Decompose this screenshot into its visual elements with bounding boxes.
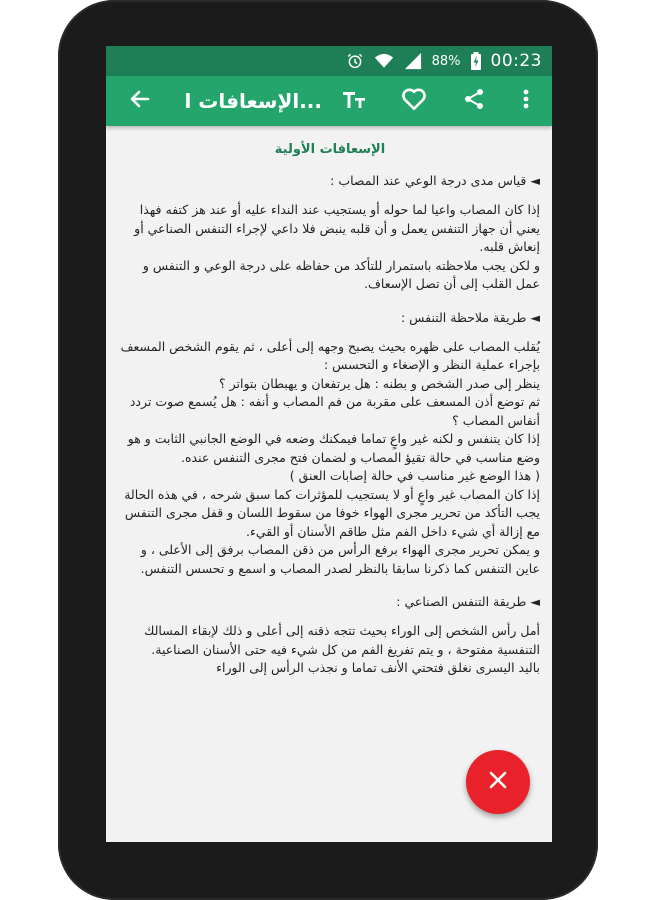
paragraph-line: يُقلب المصاب على ظهره بحيث يصبح وجهه إلى أعلى ، ثم يقوم الشخص المسعف بإجراء عملية النظر و الإصغاء و التحسس : bbox=[120, 338, 540, 372]
arrow-back-icon bbox=[128, 87, 152, 115]
wifi-icon bbox=[374, 52, 394, 70]
paragraph-line: باليد اليسرى نغلق فتحتي الأنف تماما و نجذب الرأس إلى الوراء bbox=[216, 660, 540, 675]
signal-icon bbox=[404, 52, 422, 70]
text-size-button[interactable] bbox=[334, 76, 374, 126]
back-button[interactable] bbox=[120, 76, 160, 126]
paragraph-line: ( هذا الوضع غير مناسب في حالة إصابات العنق ) bbox=[289, 468, 540, 483]
clock: 00:23 bbox=[490, 51, 542, 71]
section-title: ◄ قياس مدى درجة الوعي عند المصاب : bbox=[330, 173, 540, 188]
status-bar bbox=[106, 46, 552, 76]
text-size-icon bbox=[341, 88, 367, 114]
paragraph-line: و يمكن تحرير مجرى الهواء برفع الرأس من ذقن المصاب برفق إلى الأعلى ، و عاين التنفس كما ذكرنا سابقا بالنظر لصدر المصاب و اسمع و تحسس التنفس. bbox=[140, 542, 540, 576]
paragraph-line: إذا كان المصاب واعيا لما حوله أو يستجيب عند النداء عليه أو عند هز كتفه فهذا يعني أن جهاز التنفس يعمل و أن قلبه ينبض فلا داعي لإجراء التنفس الصناعي أو إنعاش قلبه. bbox=[134, 202, 540, 254]
device-screen bbox=[106, 46, 552, 842]
paragraph-line: ينظر إلى صدر الشخص و بطنه : هل يرتفعان و يهبطان بتواتر ؟ bbox=[218, 375, 540, 391]
more-vert-icon bbox=[522, 87, 530, 115]
app-bar bbox=[106, 76, 552, 126]
article-paragraph bbox=[120, 338, 540, 579]
paragraph-line: و لكن يجب ملاحظته باستمرار للتأكد من حفاظه على درجة الوعي و التنفس و عمل القلب إلى أن تصل الإسعاف. bbox=[142, 257, 540, 291]
overflow-menu-button[interactable] bbox=[506, 76, 546, 126]
paragraph-line: إذا كان المصاب غير واعٍ أو لا يستجيب للمؤثرات كما سبق شرحه ، في هذه الحالة يجب التأكد من تحرير مجرى الهواء خوفا من سقوط اللسان و قفل مجرى التنفس مع إزالة أي شيء داخل الفم مثل طاقم الأسنان أو القيء. bbox=[124, 486, 540, 539]
section-consciousness bbox=[120, 171, 540, 294]
section-artificial-respiration bbox=[120, 592, 540, 678]
alarm-icon bbox=[346, 52, 364, 70]
article-paragraph bbox=[120, 622, 540, 678]
battery-level: 88% bbox=[431, 53, 461, 69]
article-heading: الإسعافات الأولية bbox=[274, 142, 386, 157]
close-fab-button[interactable] bbox=[466, 750, 530, 814]
favorite-button[interactable] bbox=[394, 76, 434, 126]
article-content bbox=[106, 126, 552, 842]
section-title: ◄ طريقة ملاحظة التنفس : bbox=[401, 309, 540, 325]
section-breathing-check bbox=[120, 308, 540, 579]
section-title: ◄ طريقة التنفس الصناعي : bbox=[396, 594, 540, 609]
share-icon bbox=[462, 87, 486, 115]
paragraph-line: ثم توضع أذن المسعف على مقربة من فم المصاب و أنفه : هل يُسمع صوت تردد أنفاس المصاب ؟ bbox=[129, 394, 540, 428]
battery-charging-icon bbox=[471, 52, 481, 70]
app-bar-title: الإسعافات ا... bbox=[184, 89, 322, 113]
paragraph-line: إذا كان يتنفس و لكنه غير واعٍ تماما فيمكنك وضعه في الوضع الجانبي الثابت و هو وضع مناسب في حالة تقيؤ المصاب و لضمان فتح مجرى التنفس عنده. bbox=[127, 431, 540, 465]
article-paragraph bbox=[120, 201, 540, 294]
close-icon bbox=[487, 769, 509, 795]
heart-icon bbox=[401, 87, 427, 115]
paragraph-line: أمل رأس الشخص إلى الوراء بحيث تتجه ذقنه إلى أعلى و ذلك لإبقاء المسالك التنفسية مفتوحة ، و يتم تفريغ الفم من كل شيء فيه حتى الأسنان الصناعية. bbox=[144, 623, 540, 657]
share-button[interactable] bbox=[454, 76, 494, 126]
